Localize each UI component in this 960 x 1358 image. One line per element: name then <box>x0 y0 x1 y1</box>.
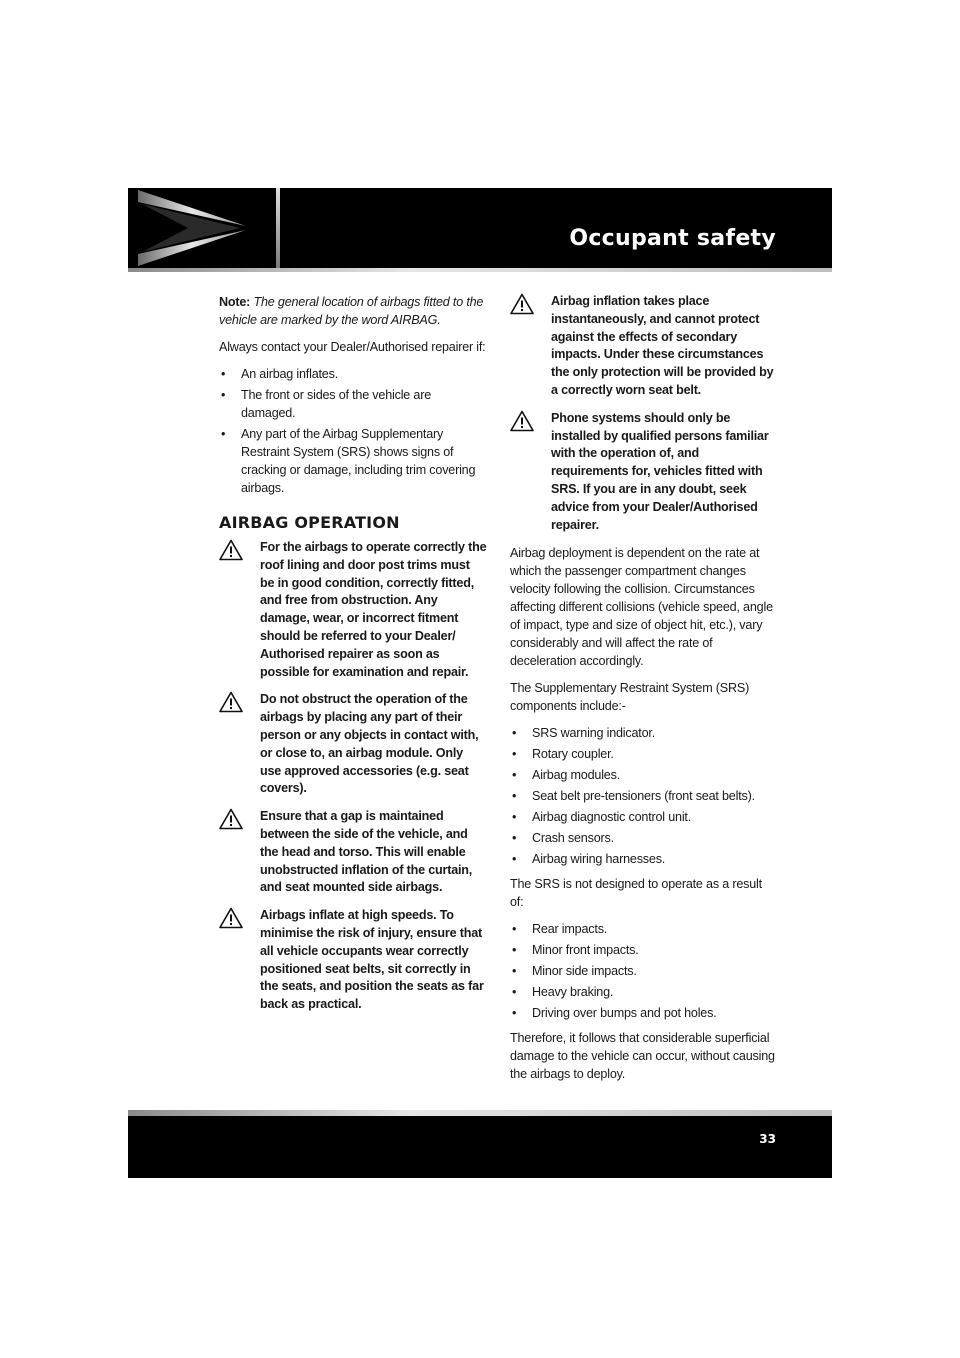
list-item: • Crash sensors. <box>510 829 778 847</box>
srs-components-list <box>510 724 778 868</box>
deployment-paragraph: Airbag deployment is dependent on the rate at which the passenger compartment changes velocity following the collision. Circumstances affecting different collisions (vehicle speed, angle of impact, type and size of object hit, etc.), vary considerably and will affect the rate of deceleration accordingly. <box>510 546 773 669</box>
page-title: Occupant safety <box>569 226 776 251</box>
list-item: • Airbag diagnostic control unit. <box>510 808 778 826</box>
contact-conditions-list <box>219 365 487 497</box>
warning-triangle-icon <box>219 691 243 713</box>
list-item: • Airbag wiring harnesses. <box>510 850 778 868</box>
warning-triangle-icon <box>219 808 243 830</box>
warning-block <box>510 410 778 535</box>
section-heading: AIRBAG OPERATION <box>219 513 400 532</box>
list-item: • Any part of the Airbag Supplementary Restraint System (SRS) shows signs of cracking or damage, including trim covering airbags. <box>219 425 487 497</box>
warning-triangle-icon <box>510 293 534 315</box>
list-item: • Rear impacts. <box>510 920 778 938</box>
right-column <box>510 293 778 1092</box>
list-item: • Heavy braking. <box>510 983 778 1001</box>
page-number: 33 <box>759 1132 776 1146</box>
warning-block <box>219 539 487 681</box>
warning-block <box>219 907 487 1014</box>
warning-triangle-icon <box>219 539 243 561</box>
list-item: • Driving over bumps and pot holes. <box>510 1004 778 1022</box>
list-item: • Seat belt pre-tensioners (front seat belts). <box>510 787 778 805</box>
conclusion-paragraph: Therefore, it follows that considerable superficial damage to the vehicle can occur, without causing the airbags to deploy. <box>510 1031 775 1082</box>
list-item: • Minor side impacts. <box>510 962 778 980</box>
chevron-logo-icon <box>128 188 276 268</box>
warning-triangle-icon <box>219 907 243 929</box>
footer-rule <box>128 1110 832 1116</box>
warning-text: Airbag inflation takes place instantaneously, and cannot protect against the effects of secondary impacts. Under these circumstances the only protection will be provided by a correctly worn seat belt. <box>551 294 774 397</box>
note-paragraph <box>219 293 487 329</box>
list-item: • Airbag modules. <box>510 766 778 784</box>
list-item: • An airbag inflates. <box>219 365 487 383</box>
warning-block <box>510 293 778 400</box>
components-intro: The Supplementary Restraint System (SRS) components include:- <box>510 681 750 714</box>
warning-text: Do not obstruct the operation of the airbags by placing any part of their person or any objects in contact with, or close to, an airbag module. Only use approved accessories (e.g. seat covers). <box>260 692 479 796</box>
list-item: • Minor front impacts. <box>510 941 778 959</box>
not-designed-intro: The SRS is not designed to operate as a result of: <box>510 877 762 910</box>
page-footer <box>128 1110 832 1178</box>
note-text: The general location of airbags fitted to the vehicle are marked by the word AIRBAG. <box>219 295 484 327</box>
warning-text: For the airbags to operate correctly the roof lining and door post trims must be in good condition, correctly fitted, and free from obstruction. Any damage, wear, or incorrect fitment should be referred to your Dealer/ Authorised repairer as soon as possible for examination and repair. <box>260 540 487 679</box>
left-column <box>219 293 487 1024</box>
header-separator <box>276 188 280 268</box>
exclusions-list <box>510 920 778 1022</box>
warning-text: Ensure that a gap is maintained between the side of the vehicle, and the head and torso. This will enable unobstructed inflation of the curtain, and seat mounted side airbags. <box>260 809 473 895</box>
warning-text: Phone systems should only be installed by qualified persons familiar with the operation of, and requirements for, vehicles fitted with SRS. If you are in any doubt, seek advice from your Dealer/Authorised repairer. <box>551 410 769 532</box>
list-item: • SRS warning indicator. <box>510 724 778 742</box>
list-item: • The front or sides of the vehicle are damaged. <box>219 386 487 422</box>
intro-paragraph: Always contact your Dealer/Authorised repairer if: <box>219 340 486 354</box>
note-label: Note: <box>219 295 251 309</box>
page-header <box>128 188 832 272</box>
warning-block <box>219 691 487 798</box>
warning-block <box>219 808 487 897</box>
warning-text: Airbags inflate at high speeds. To minimise the risk of injury, ensure that all vehicle occupants wear correctly positioned seat belts, sit correctly in the seats, and position the seats as far back as practical. <box>260 908 484 1012</box>
header-rule <box>128 268 832 272</box>
list-item: • Rotary coupler. <box>510 745 778 763</box>
warning-triangle-icon <box>510 410 534 432</box>
